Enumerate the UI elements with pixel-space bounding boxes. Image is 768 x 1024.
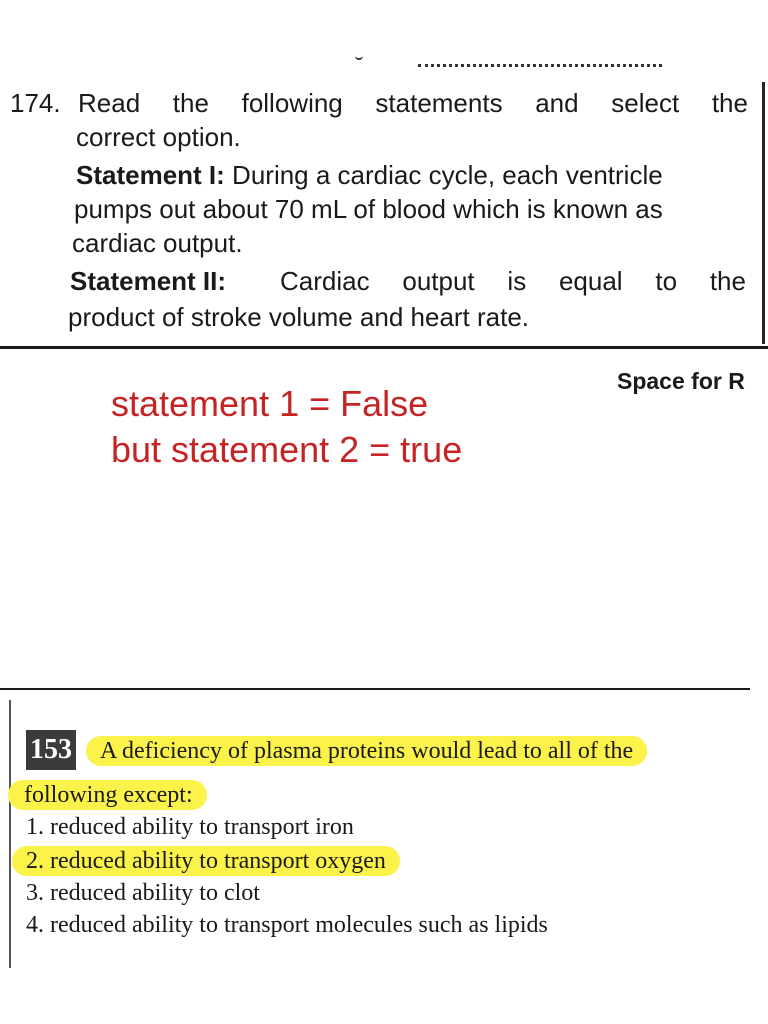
statement-2-word: the <box>709 266 746 296</box>
option-4: 4. reduced ability to transport molecules such as lipids <box>26 912 548 938</box>
rough-work-label: Space for R <box>617 368 745 394</box>
statement-1-line-3: cardiac output. <box>72 228 243 258</box>
statement-1-text: During a cardiac cycle, each ventricle <box>232 160 663 190</box>
cropped-header <box>0 0 768 90</box>
question-number-badge: 153 <box>26 730 76 770</box>
answer-line-2: but statement 2 = true <box>111 429 463 470</box>
stem-word: statements <box>375 88 503 118</box>
highlighted-stem-text-2: following except: <box>8 780 207 810</box>
handwritten-answer-note <box>111 381 462 473</box>
stem-word: the <box>172 88 209 118</box>
cropped-mark <box>355 50 363 60</box>
stem-word: the <box>711 88 748 118</box>
stem-word: following <box>241 88 343 118</box>
column-divider <box>762 82 765 344</box>
statement-1-label: Statement I: <box>76 160 225 190</box>
stem-word: select <box>611 88 680 118</box>
statement-1-line-1 <box>76 158 663 192</box>
statement-2-text <box>280 264 746 298</box>
cropped-text-fragment <box>418 64 662 81</box>
highlighted-option-2: 2. reduced ability to transport oxygen <box>12 846 400 876</box>
option-1: 1. reduced ability to transport iron <box>26 814 354 840</box>
question-153-stem-line-1 <box>26 730 647 765</box>
section-divider-lower <box>0 688 750 690</box>
statement-2-word: is <box>507 266 527 296</box>
answer-line-1: statement 1 = False <box>111 383 429 424</box>
statement-2-label: Statement II: <box>70 266 227 296</box>
section-divider <box>0 346 768 349</box>
question-stem-line-1 <box>78 86 748 120</box>
option-2 <box>12 846 400 876</box>
highlighted-stem-text: A deficiency of plasma proteins would lead to all of the <box>86 736 647 766</box>
statement-2-word: to <box>655 266 678 296</box>
statement-2-word: output <box>402 266 475 296</box>
left-margin-line <box>9 700 11 968</box>
stem-word: Read <box>78 88 141 118</box>
statement-2-line-2: product of stroke volume and heart rate. <box>68 302 530 332</box>
statement-2-word: equal <box>558 266 623 296</box>
question-153-stem-line-2 <box>8 780 207 810</box>
stem-word: and <box>535 88 579 118</box>
statement-1-line-2: pumps out about 70 mL of blood which is known as <box>74 194 663 224</box>
question-stem-line-2: correct option. <box>76 122 241 152</box>
statement-2-line-1 <box>70 264 746 298</box>
question-number: 174. <box>10 88 61 118</box>
option-3: 3. reduced ability to clot <box>26 880 260 906</box>
statement-2-word: Cardiac <box>280 266 370 296</box>
